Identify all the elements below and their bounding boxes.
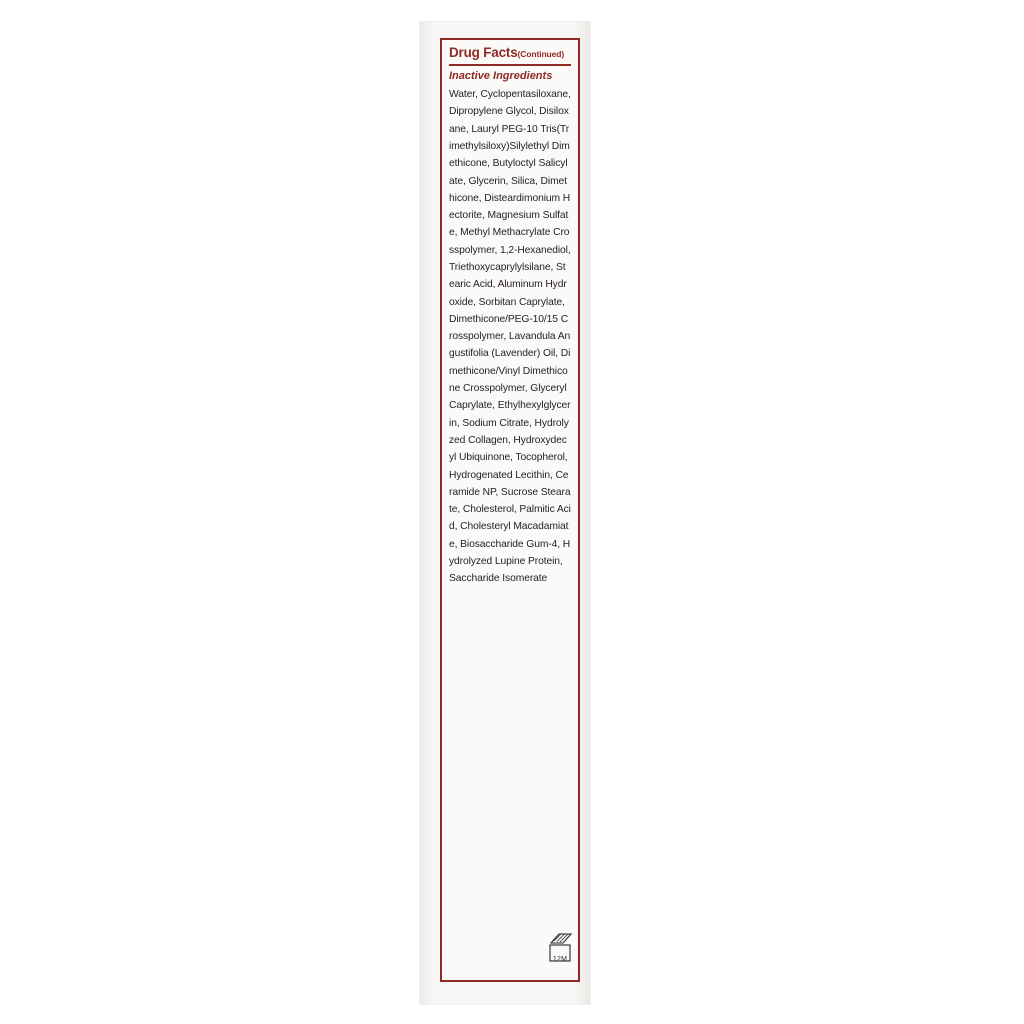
drug-facts-title-text: Drug Facts <box>449 45 518 60</box>
drug-facts-title <box>449 46 571 61</box>
inactive-ingredients-heading: Inactive Ingredients <box>449 69 553 82</box>
drug-facts-continued-note: (Continued) <box>517 49 565 59</box>
drug-facts-box <box>440 38 580 982</box>
inactive-ingredients-text: Water, Cyclopentasiloxane, Dipropylene Glycol, Disiloxane, Lauryl PEG-10 Tris(Trimethylsiloxy)Silylethyl Dimethicone, Butyloctyl Salicylate, Glycerin, Silica, Dimethicone, Disteardimonium Hectorite, Magnesium Sulfate, Methyl Methacrylate Crosspolymer, 1,2-Hexanediol, Triethoxycaprylylsilane, Stearic Acid, Aluminum Hydroxide, Sorbitan Caprylate, Dimethicone/PEG-10/15 Crosspolymer, Lavandula Angustifolia (Lavender) Oil, Dimethicone/Vinyl Dimethicone Crosspolymer, Glyceryl Caprylate, Ethylhexylglycerin, Sodium Citrate, Hydrolyzed Collagen, Hydroxydecyl Ubiquinone, Tocopherol, Hydrogenated Lecithin, Ceramide NP, Sucrose Stearate, Cholesterol, Palmitic Acid, Cholesteryl Macadamiate, Biosaccharide Gum-4, Hydrolyzed Lupine Protein, Saccharide Isomerate <box>449 89 571 585</box>
period-after-opening-icon <box>545 930 575 974</box>
title-divider <box>449 64 571 66</box>
period-after-opening-label: 12M <box>552 956 568 963</box>
